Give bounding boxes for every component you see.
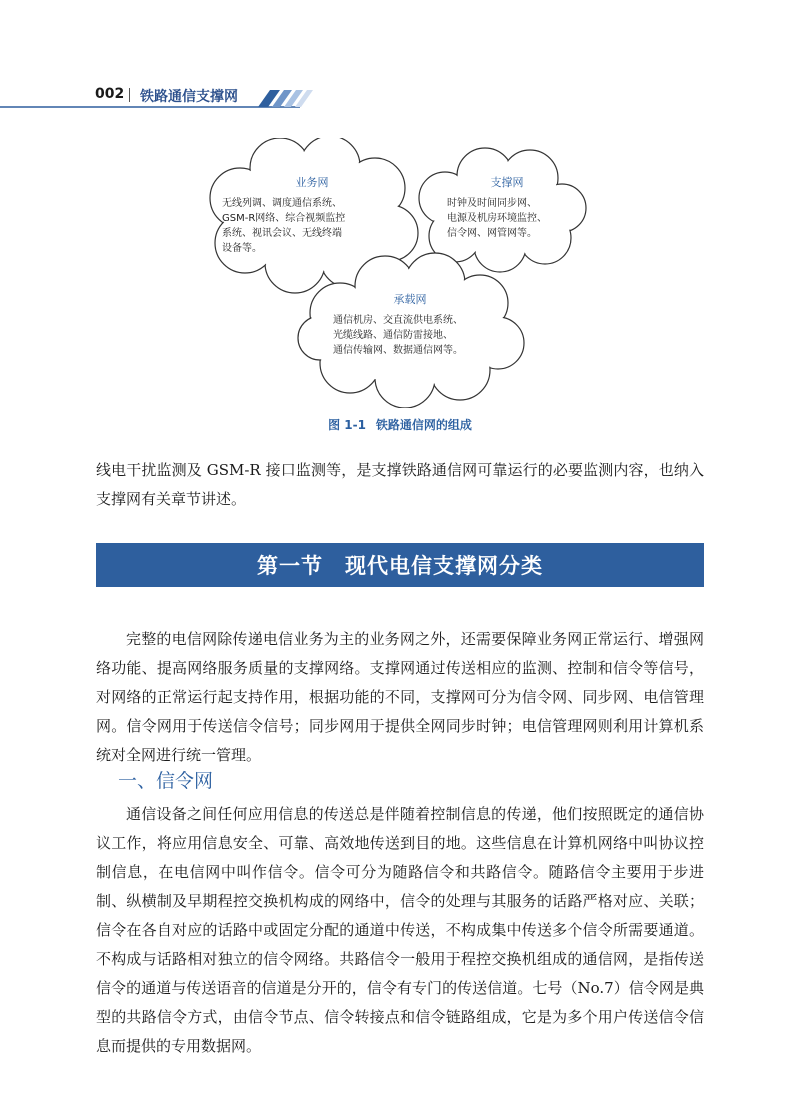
cloud-support-network: [419, 148, 586, 272]
subsection-heading: 一、信令网: [118, 770, 214, 792]
cloud-business-line: 无线列调、调度通信系统、: [222, 198, 342, 209]
figure-caption-text: 铁路通信网的组成: [375, 418, 472, 432]
network-composition-diagram: [200, 138, 600, 408]
cloud-business-line: 设备等。: [222, 243, 262, 254]
cloud-support-line: 信令网、网管网等。: [447, 228, 537, 239]
intro-paragraph: 线电干扰监测及 GSM-R 接口监测等，是支撑铁路通信网可靠运行的必要监测内容，也纳入支撑网有关章节讲述。: [96, 461, 704, 508]
page-number: 002: [95, 86, 125, 102]
figure-caption-number: 图 1-1: [328, 418, 366, 432]
page-header: [0, 82, 420, 112]
subsection-paragraph: 通信设备之间任何应用信息的传送总是伴随着控制信息的传递，他们按照既定的通信协议工作，将应用信息安全、可靠、高效地传送到目的地。这些信息在计算机网络中叫协议控制信息，在电信网中叫作信令。信令可分为随路信令和共路信令。随路信令主要用于步进制、纵横制及早期程控交换机构成的网络中，信令的处理与其服务的话路严格对应、关联；信令在各自对应的话路中或固定分配的通道中传送，不构成集中传送多个信令所需要通道。不构成与话路相对独立的信令网络。共路信令一般用于程控交换机组成的通信网，是指传送信令的通道与传送语音的信道是分开的，信令有专门的传送信道。七号（No.7）信令网是典型的共路信令方式，由信令节点、信令转接点和信令链路组成，它是为多个用户传送信令信息而提供的专用数据网。: [96, 805, 704, 1055]
section-heading-bar: [96, 543, 704, 587]
cloud-support-title: 支撑网: [490, 176, 524, 189]
cloud-business-line: 系统、视讯会议、无线终端: [222, 228, 342, 239]
header-separator: [129, 88, 130, 102]
cloud-bearer-line: 通信机房、交直流供电系统、: [333, 315, 463, 326]
cloud-support-line: 时钟及时间同步网、: [447, 198, 537, 209]
cloud-support-line: 电源及机房环境监控、: [447, 213, 547, 224]
figure-caption: [0, 416, 800, 433]
cloud-bearer-line: 光缆线路、通信防雷接地、: [333, 330, 453, 341]
cloud-bearer-line: 通信传输网、数据通信网等。: [333, 345, 463, 356]
running-title: 铁路通信支撑网: [140, 89, 238, 105]
cloud-business-line: GSM-R网络、综合视频监控: [222, 213, 346, 224]
cloud-bearer-title: 承载网: [393, 293, 427, 306]
cloud-business-title: 业务网: [295, 176, 329, 189]
section-paragraph: 完整的电信网除传递电信业务为主的业务网之外，还需要保障业务网正常运行、增强网络功能、提高网络服务质量的支撑网络。支撑网通过传送相应的监测、控制和信令等信号，对网络的正常运行起支持作用，根据功能的不同，支撑网可分为信令网、同步网、电信管理网。信令网用于传送信令信号；同步网用于提供全网同步时钟；电信管理网则利用计算机系统对全网进行统一管理。: [96, 630, 704, 764]
section-title: 第一节 现代电信支撑网分类: [257, 554, 543, 578]
